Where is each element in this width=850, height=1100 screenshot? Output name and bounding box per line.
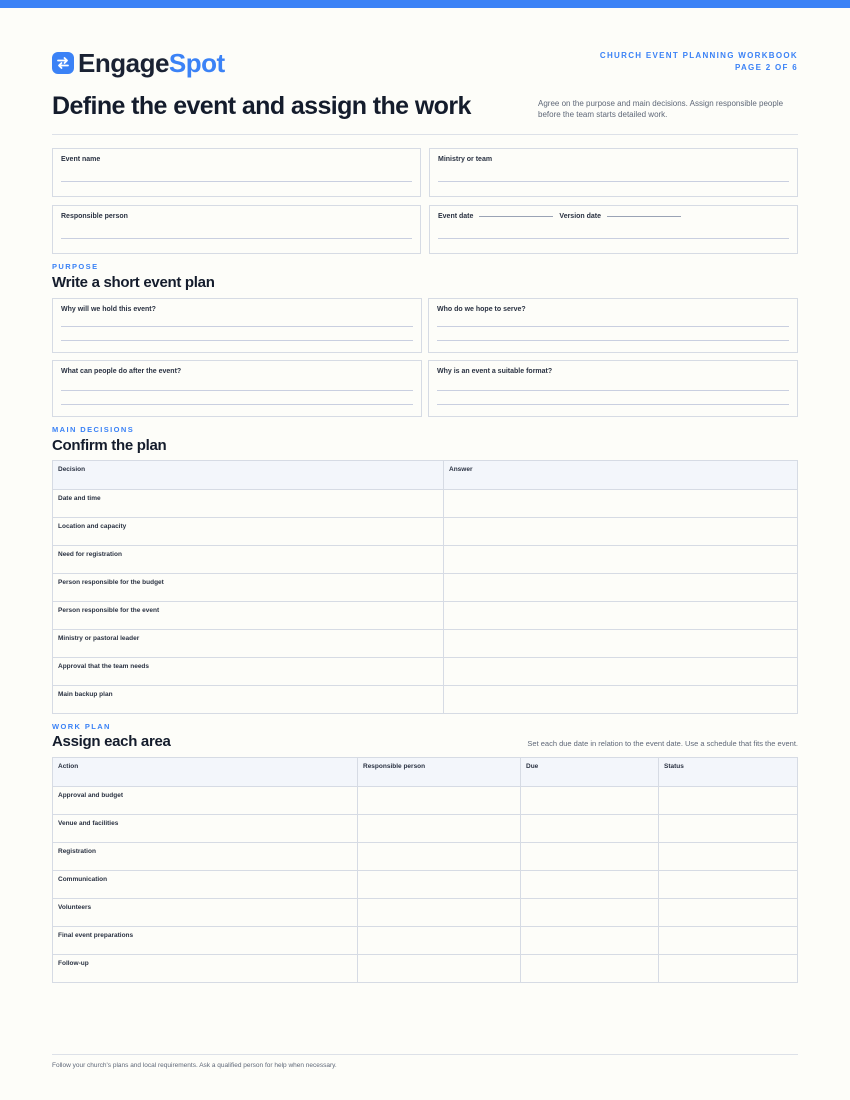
workplan-title: Assign each area bbox=[52, 733, 171, 750]
column-header: Status bbox=[659, 758, 798, 787]
responsible-cell[interactable] bbox=[358, 927, 521, 955]
responsible-cell[interactable] bbox=[358, 871, 521, 899]
table-row bbox=[53, 787, 798, 815]
workbook-name: CHURCH EVENT PLANNING WORKBOOK bbox=[599, 51, 798, 60]
table-row bbox=[53, 658, 798, 686]
writing-line bbox=[61, 390, 413, 391]
workplan-note: Set each due date in relation to the event date. Use a schedule that fits the event. bbox=[527, 739, 798, 748]
answer-cell[interactable] bbox=[444, 658, 798, 686]
writing-line bbox=[437, 326, 789, 327]
responsible-cell[interactable] bbox=[358, 899, 521, 927]
event-date-label: Event date bbox=[438, 213, 474, 220]
writing-line bbox=[61, 404, 413, 405]
footer-note: Follow your church's plans and local requirements. Ask a qualified person for help when necessary. bbox=[52, 1062, 337, 1069]
table-row bbox=[53, 574, 798, 602]
page-meta bbox=[600, 50, 798, 74]
writing-line bbox=[437, 404, 789, 405]
version-date-label: Version date bbox=[559, 213, 602, 220]
action-cell: Follow-up bbox=[53, 955, 358, 983]
status-cell[interactable] bbox=[659, 843, 798, 871]
decision-cell: Need for registration bbox=[53, 546, 444, 574]
decision-cell: Person responsible for the budget bbox=[53, 574, 444, 602]
purpose-question-box[interactable] bbox=[52, 298, 422, 353]
table-row bbox=[53, 843, 798, 871]
answer-cell[interactable] bbox=[444, 602, 798, 630]
intro-text: Agree on the purpose and main decisions. Assign responsible people before the team starts detailed work. bbox=[538, 99, 784, 119]
action-cell: Registration bbox=[53, 843, 358, 871]
purpose-kicker: PURPOSE bbox=[52, 262, 99, 271]
answer-cell[interactable] bbox=[444, 686, 798, 714]
purpose-question-label: Why will we hold this event? bbox=[61, 306, 156, 313]
answer-cell[interactable] bbox=[444, 574, 798, 602]
status-cell[interactable] bbox=[659, 955, 798, 983]
column-header: Responsible person bbox=[358, 758, 521, 787]
footer-divider bbox=[52, 1054, 798, 1055]
table-row bbox=[53, 518, 798, 546]
action-cell: Venue and facilities bbox=[53, 815, 358, 843]
decisions-title: Confirm the plan bbox=[52, 437, 167, 454]
due-cell[interactable] bbox=[521, 871, 659, 899]
header-divider bbox=[52, 134, 798, 135]
due-cell[interactable] bbox=[521, 899, 659, 927]
status-cell[interactable] bbox=[659, 871, 798, 899]
dates-field[interactable] bbox=[429, 205, 798, 254]
decision-cell: Person responsible for the event bbox=[53, 602, 444, 630]
status-cell[interactable] bbox=[659, 787, 798, 815]
decisions-table bbox=[52, 460, 798, 714]
event-name-label: Event name bbox=[61, 156, 101, 163]
table-row bbox=[53, 955, 798, 983]
purpose-question-label: What can people do after the event? bbox=[61, 368, 182, 375]
brand-logo bbox=[52, 48, 225, 78]
swap-arrows-icon bbox=[52, 52, 74, 74]
purpose-question-label: Who do we hope to serve? bbox=[437, 306, 526, 313]
status-cell[interactable] bbox=[659, 927, 798, 955]
writing-line bbox=[438, 181, 789, 182]
page-number: PAGE 2 OF 6 bbox=[734, 63, 798, 72]
table-row bbox=[53, 871, 798, 899]
responsible-cell[interactable] bbox=[358, 843, 521, 871]
column-header: Action bbox=[53, 758, 358, 787]
ministry-field[interactable] bbox=[429, 148, 798, 197]
table-row bbox=[53, 927, 798, 955]
table-row bbox=[53, 630, 798, 658]
event-name-field[interactable] bbox=[52, 148, 421, 197]
writing-line bbox=[61, 326, 413, 327]
responsible-cell[interactable] bbox=[358, 955, 521, 983]
purpose-title: Write a short event plan bbox=[52, 274, 215, 291]
action-cell: Volunteers bbox=[53, 899, 358, 927]
decisions-kicker: MAIN DECISIONS bbox=[52, 425, 135, 434]
purpose-question-box[interactable] bbox=[428, 298, 798, 353]
responsible-person-label: Responsible person bbox=[61, 213, 128, 220]
status-cell[interactable] bbox=[659, 899, 798, 927]
action-cell: Final event preparations bbox=[53, 927, 358, 955]
responsible-cell[interactable] bbox=[358, 787, 521, 815]
date-row bbox=[438, 213, 687, 220]
event-date-blank[interactable] bbox=[479, 216, 553, 217]
table-row bbox=[53, 490, 798, 518]
decision-cell: Main backup plan bbox=[53, 686, 444, 714]
answer-cell[interactable] bbox=[444, 490, 798, 518]
column-header: Answer bbox=[444, 461, 798, 490]
purpose-question-box[interactable] bbox=[428, 360, 798, 417]
writing-line bbox=[61, 340, 413, 341]
workplan-kicker: WORK PLAN bbox=[52, 722, 111, 731]
table-row bbox=[53, 815, 798, 843]
table-row bbox=[53, 899, 798, 927]
status-cell[interactable] bbox=[659, 815, 798, 843]
page-title: Define the event and assign the work bbox=[52, 92, 471, 120]
action-cell: Communication bbox=[53, 871, 358, 899]
action-cell: Approval and budget bbox=[53, 787, 358, 815]
table-header-row bbox=[53, 461, 798, 490]
table-row bbox=[53, 686, 798, 714]
decision-cell: Ministry or pastoral leader bbox=[53, 630, 444, 658]
column-header: Due bbox=[521, 758, 659, 787]
due-cell[interactable] bbox=[521, 787, 659, 815]
writing-line bbox=[61, 181, 412, 182]
writing-line bbox=[437, 340, 789, 341]
answer-cell[interactable] bbox=[444, 546, 798, 574]
ministry-label: Ministry or team bbox=[438, 156, 493, 163]
workplan-table bbox=[52, 757, 798, 983]
due-cell[interactable] bbox=[521, 815, 659, 843]
due-cell[interactable] bbox=[521, 955, 659, 983]
purpose-question-label: Why is an event a suitable format? bbox=[437, 368, 553, 375]
table-header-row bbox=[53, 758, 798, 787]
responsible-person-field[interactable] bbox=[52, 205, 421, 254]
writing-line bbox=[437, 390, 789, 391]
responsible-cell[interactable] bbox=[358, 815, 521, 843]
purpose-question-box[interactable] bbox=[52, 360, 422, 417]
column-header: Decision bbox=[53, 461, 444, 490]
decision-cell: Approval that the team needs bbox=[53, 658, 444, 686]
top-accent-bar bbox=[0, 0, 850, 8]
version-date-blank[interactable] bbox=[607, 216, 681, 217]
due-cell[interactable] bbox=[521, 843, 659, 871]
due-cell[interactable] bbox=[521, 927, 659, 955]
answer-cell[interactable] bbox=[444, 630, 798, 658]
answer-cell[interactable] bbox=[444, 518, 798, 546]
decision-cell: Location and capacity bbox=[53, 518, 444, 546]
brand-name: EngageSpot bbox=[78, 48, 225, 78]
table-row bbox=[53, 546, 798, 574]
table-row bbox=[53, 602, 798, 630]
writing-line bbox=[438, 238, 789, 239]
writing-line bbox=[61, 238, 412, 239]
decision-cell: Date and time bbox=[53, 490, 444, 518]
